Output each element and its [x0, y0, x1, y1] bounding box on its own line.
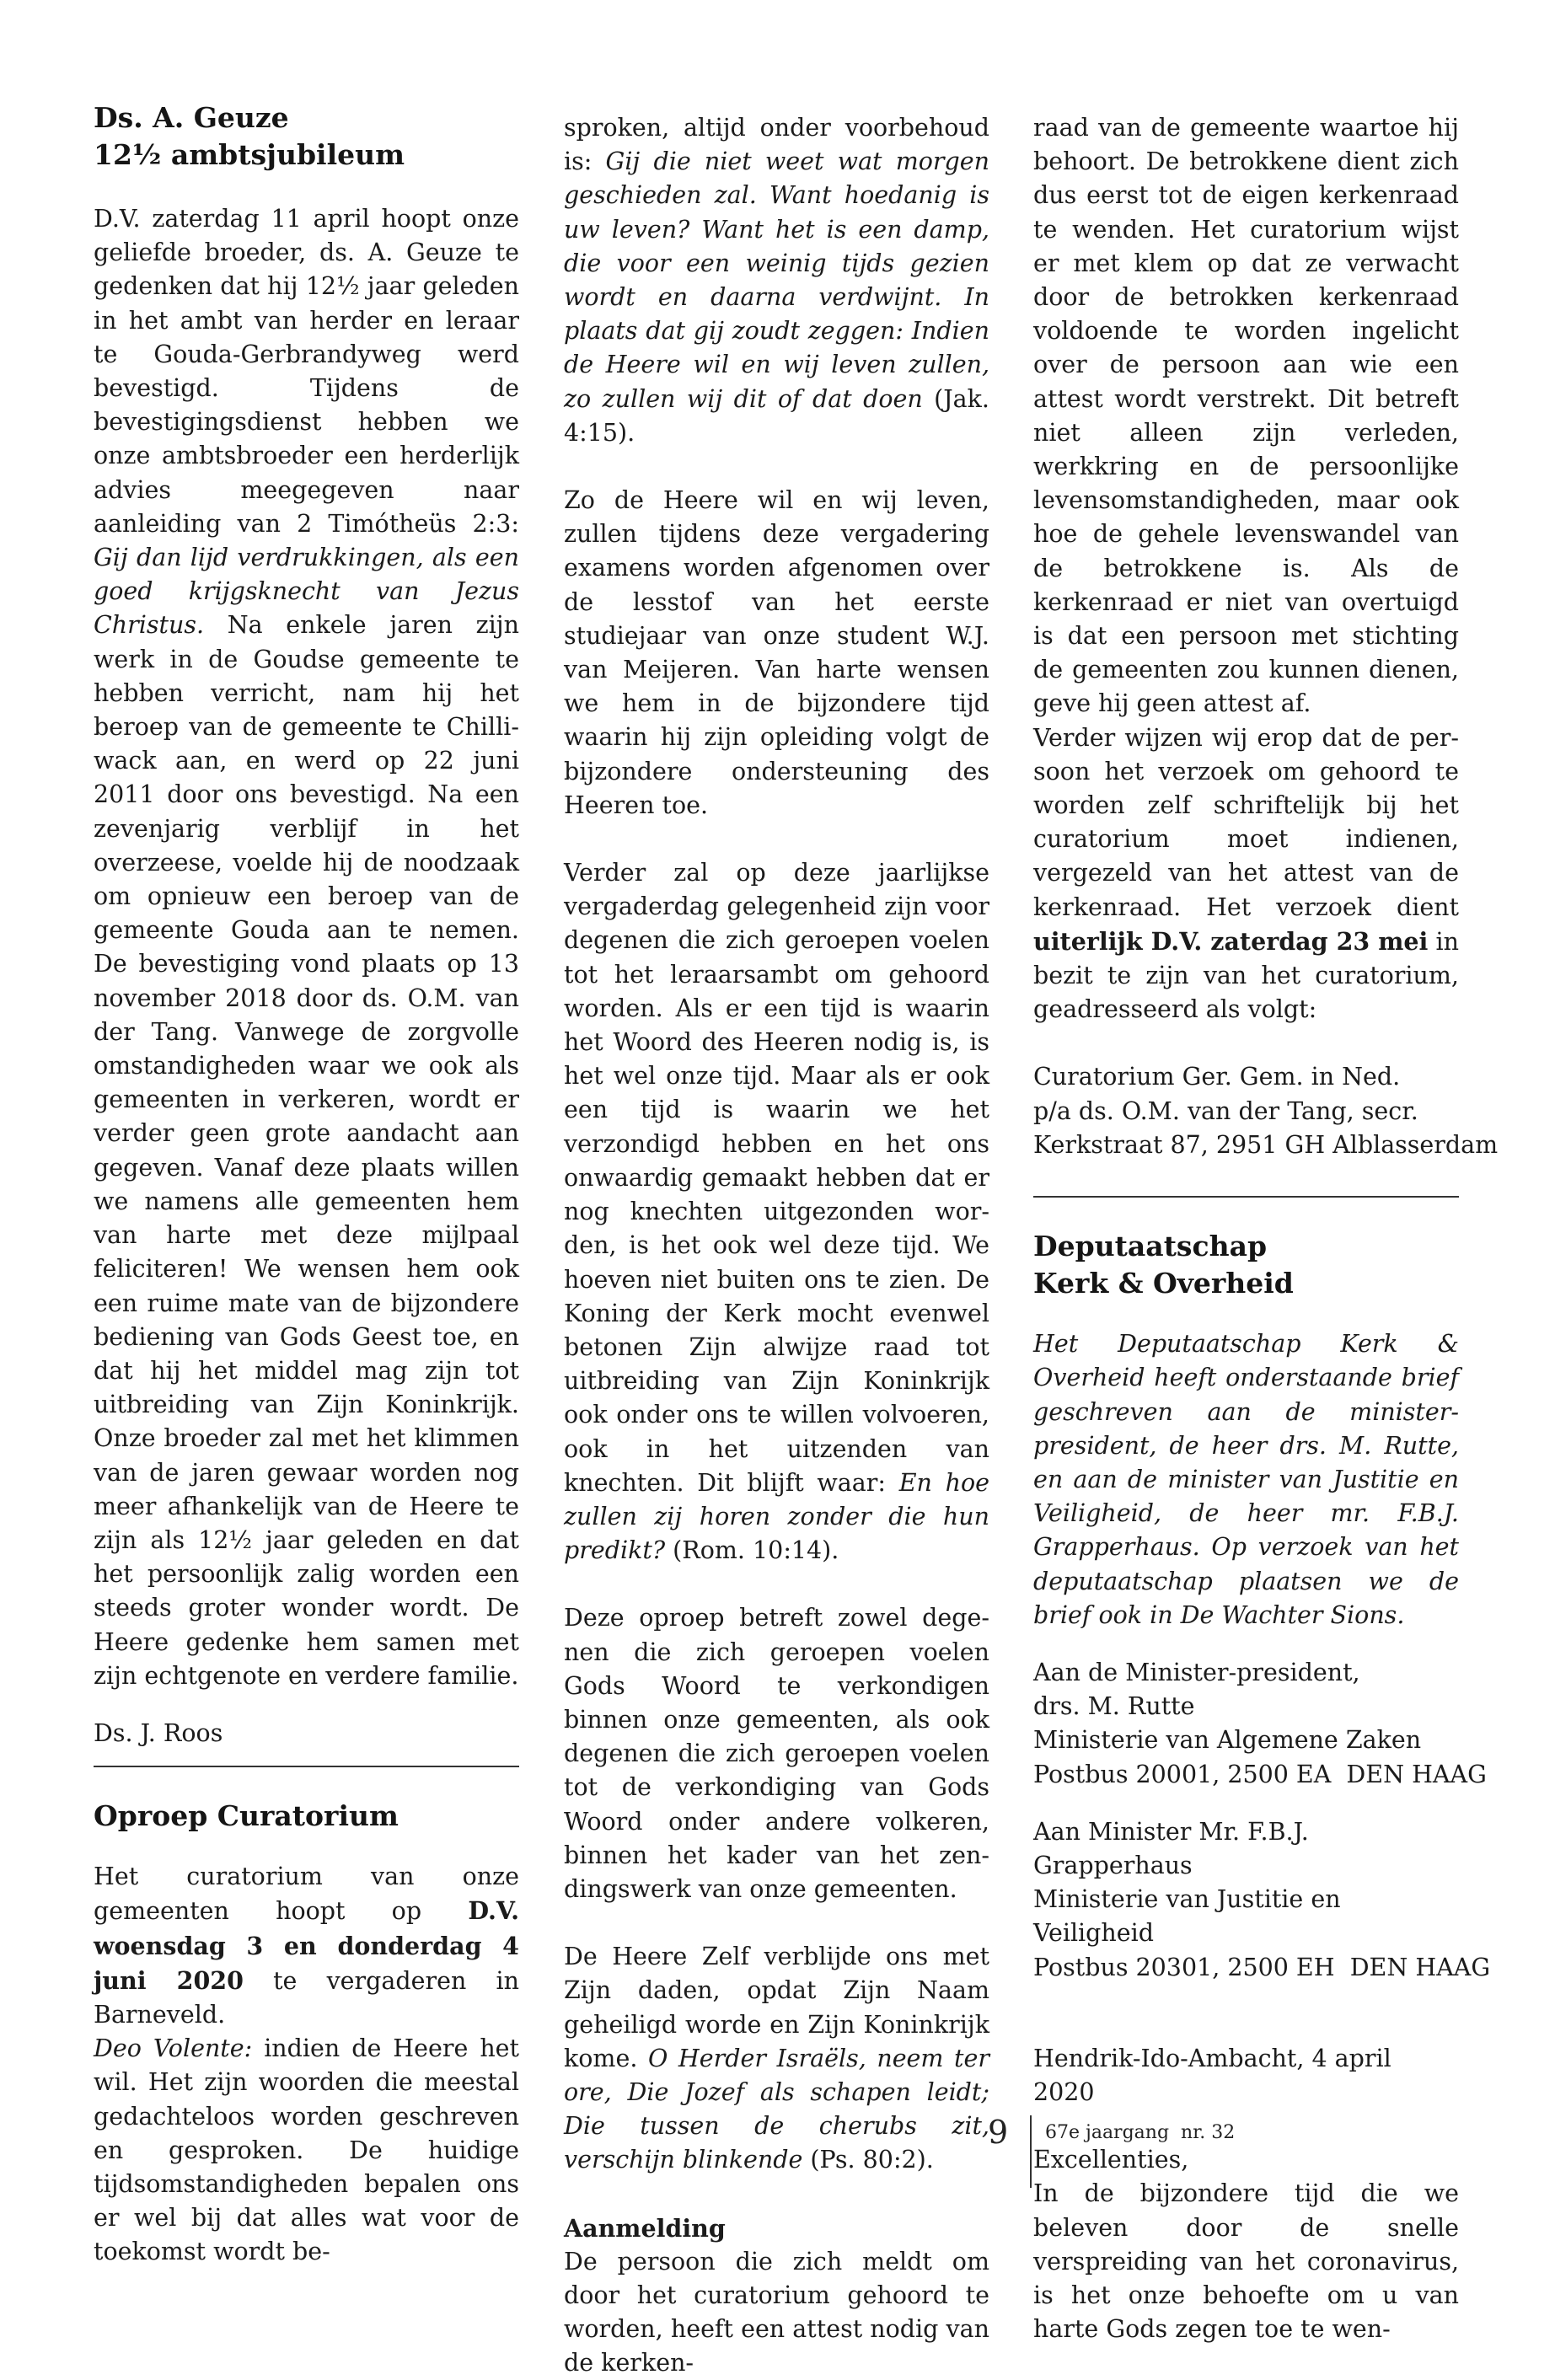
signature: Ds. J. Roos — [94, 1718, 223, 1747]
article-title-line-1: Deputaatschap — [1033, 1230, 1268, 1263]
subheading-aanmelding: Aanmelding — [564, 2213, 726, 2243]
article-title-deputaatschap — [1033, 1228, 1459, 1302]
address-line: Postbus 20001, 2500 EA DEN HAAG — [1033, 1760, 1487, 1788]
address-line: Curatorium Ger. Gem. in Ned. — [1033, 1063, 1401, 1091]
column-2 — [564, 111, 989, 2380]
address-line: Aan Minister Mr. F.B.J. Grapperhaus — [1033, 1817, 1309, 1879]
text-run: Verder wijzen wij erop dat de persoon het verzoek om gehoord te worden zelf schriftelijk bij het curatorium moet indienen, vergezeld van het attest van de kerkenraad. Het verzoek dient — [1033, 723, 1459, 921]
text-run: sproken, altijd onder voorbehoud is: — [564, 114, 989, 176]
text-run: De Heere Zelf verblijde ons met Zijn daden, opdat Zijn Naam geheiligd worde en Zijn Koninkrijk kome. — [564, 1943, 989, 2072]
italic-term: Deo Volente: — [94, 2034, 253, 2063]
article-title-curatorium: Oproep Curatorium — [94, 1799, 399, 1833]
journal-issue: 67e jaargang nr. 32 — [1045, 2122, 1236, 2143]
column-1 — [94, 99, 519, 2270]
article-title-line-2: 12½ ambtsjubileum — [94, 138, 405, 171]
text-run: indien de Heere het wil. Het zijn woorden die meestal gedachteloos worden geschreven en gesproken. De huidige tijdsomstandigheden bepalen ons er wel bij dat alles wat voor de toekomst wordt be- — [94, 2034, 519, 2266]
text-run: in bezit te zijn van het curatorium, geadresseerd als volgt: — [1033, 927, 1459, 1024]
article-paragraph: De persoon die zich meldt om door het curatorium gehoord te worden, heeft een attest nodig van de kerken- — [564, 2247, 989, 2377]
article-paragraph: Deze oproep betreft zowel degenen die zich geroepen voelen Gods Woord te verkondigen binnen onze gemeenten, als ook degenen die zich geroepen voelen tot de verkondiging van Gods Woord onder andere volkeren, binnen het kader van het zendingswerk van onze gemeenten. — [564, 1604, 989, 1903]
text-run: Verder zal op deze jaarlijkse vergaderdag gelegenheid zijn voor degenen die zich geroepen voelen tot het leraarsambt om gehoord worden. Als er een tijd is waarin het Woord des Heeren nodig is, is het wel onze tijd. Maar als er ook een tijd is waarin we het verzondigd hebben en het ons onwaardig gemaakt hebben dat er nog knechten uitgezonden worden, is het ook wel deze tijd. We hoeven niet buiten ons te zien. De Koning der Kerk mocht evenwel betonen Zijn alwijze raad tot uitbreiding van Zijn Koninkrijk ook onder ons te willen volvoeren, ook in het uitzenden van knechten. Dit blijft waar: — [564, 859, 989, 1497]
text-run: te vergaderen in Barneveld. — [94, 1966, 520, 2029]
article-paragraph — [564, 111, 989, 450]
section-divider — [94, 1766, 519, 1767]
section-divider — [1033, 1196, 1459, 1198]
article-paragraph — [1033, 721, 1459, 1027]
article-title-geuze — [94, 99, 519, 174]
bible-quote: Gij die niet weet wat morgen geschieden zal. Want hoedanig is uw leven? Want het is een damp, die voor een weinig tijds gezien wordt en daarna verdwijnt. In plaats dat gij zoudt zeggen: Indien de Heere wil en wij leven zullen, zo zullen wij dit of dat doen — [564, 147, 989, 413]
psalm-quote: O Herder Israëls, neem ter ore, Die Jozef als schapen leidt; Die tussen de cherubs zit, verschijn blinkende — [564, 2044, 989, 2174]
article-paragraph: raad van de gemeente waartoe hij behoort. De betrokkene dient zich dus eerst tot de eigen kerkenraad te wenden. Het curatorium wijst er met klem op dat ze verwacht door de betrokken kerkenraad voldoende te worden ingelicht over de persoon aan wie een attest wordt verstrekt. Dit betreft niet alleen zijn verleden, werkkring en de persoonlijke levensomstandigheden, maar ook hoe de gehele levenswandel van de betrokkene is. Als de kerkenraad er niet van overtuigd is dat een persoon met stichting de gemeenten zou kunnen dienen, geve hij geen attest af. — [1033, 114, 1459, 718]
article-intro: Het Deputaatschap Kerk & Overheid heeft onderstaande brief geschreven aan de minister-president, de heer drs. M. Rutte, en aan de minister van Justitie en Veiligheid, de heer mr. F.B.J. Grapperhaus. Op verzoek van het deputaatschap plaatsen we de brief ook in De Wachter Sions. — [1033, 1330, 1459, 1629]
article-paragraph — [94, 202, 519, 1693]
text-run: D.V. zaterdag 11 april hoopt onze geliefde broeder, ds. A. Geuze te gedenken dat hij 12½ jaar geleden in het ambt van herder en leraar te Gouda-Gerbrandyweg werd bevestigd. Tijdens de bevestigingsdienst hebben we onze ambtsbroeder een herderlijk advies meegegeven naar aanleiding van 2 Timótheüs 2:3: — [94, 205, 519, 538]
article-paragraph: Zo de Heere wil en wij leven, zullen tijdens deze vergadering examens worden afgenomen over de lesstof van het eerste studiejaar van onze student W.J. van Meijeren. Van harte wensen we hem in de bijzondere tijd waarin hij zijn opleiding volgt de bijzondere ondersteuning des Heeren toe. — [564, 486, 989, 819]
footer-separator — [1030, 2115, 1032, 2188]
column-3 — [1033, 111, 1499, 2346]
bible-quote: Gij dan lijd verdrukkingen, als een goed krijgsknecht van Jezus Christus. — [94, 544, 519, 640]
text-run: Na enkele jaren zijn werk in de Goudse gemeente te hebben verricht, nam hij het beroep van de gemeente te Chilliwack aan, en werd op 22 juni 2011 door ons bevestigd. Na een zevenjarig verblijf in het overzeese, voelde hij de noodzaak om opnieuw een beroep van de gemeente Gouda aan te nemen. De bevestiging vond plaats op 13 november 2018 door ds. O.M. van der Tang. Vanwege de zorgvolle omstandigheden waar we ook als gemeenten in verkeren, wordt er verder geen grote aandacht aan gegeven. Vanaf deze plaats willen we namens alle gemeenten hem van harte met deze mijlpaal feliciteren! We wensen hem ook een ruime mate van de bijzondere bediening van Gods Geest toe, en dat hij het middel mag zijn tot uitbreiding van Zijn Koninkrijk. Onze broeder zal met het klimmen van de jaren gewaar worden nog meer afhankelijk van de Heere te zijn als 12½ jaar geleden en dat het persoonlijk zalig worden een steeds groter wonder wordt. De Heere gedenke hem samen met zijn echtgenote en verdere familie. — [94, 611, 519, 1690]
address-line: p/a ds. O.M. van der Tang, secr. — [1033, 1096, 1418, 1125]
address-line: Postbus 20301, 2500 EH DEN HAAG — [1033, 1953, 1491, 1981]
bible-quote: En hoe zullen zij horen zonder die hun predikt? — [564, 1468, 989, 1565]
place-date: Hendrik-Ido-Ambacht, 4 april 2020 — [1033, 2044, 1391, 2106]
recipient-block-2 — [1033, 1815, 1491, 1985]
address-line: Kerkstraat 87, 2951 GH Alblasserdam — [1033, 1130, 1499, 1159]
address-line: Ministerie van Justitie en Veiligheid — [1033, 1885, 1341, 1948]
salutation: Excellenties, — [1033, 2146, 1189, 2174]
bold-deadline: uiterlijk D.V. zaterdag 23 mei — [1033, 926, 1429, 956]
page-number: 9 — [988, 2114, 1009, 2151]
letter-paragraph: In de bijzondere tijd die we beleven door de snelle verspreiding van het coronavirus, is het onze behoefte om u van harte Gods zegen toe te wen- — [1033, 2179, 1459, 2344]
article-title-line-2: Kerk & Overheid — [1033, 1267, 1294, 1300]
article-title-line-1: Ds. A. Geuze — [94, 101, 289, 134]
address-line: drs. M. Rutte — [1033, 1692, 1195, 1721]
article-paragraph — [564, 856, 989, 1568]
bible-reference: (Jak. 4:15). — [564, 384, 989, 447]
text-run: Het curatorium van onze gemeenten hoopt op — [94, 1863, 519, 1926]
recipient-block-1 — [1033, 1656, 1487, 1792]
bible-reference: (Rom. 10:14). — [665, 1536, 839, 1565]
article-paragraph — [94, 1860, 519, 2032]
address-block — [1033, 1060, 1499, 1162]
page-footer — [0, 2114, 1555, 2190]
address-line: Ministerie van Algemene Zaken — [1033, 1726, 1422, 1755]
bible-reference: (Ps. 80:2). — [802, 2146, 934, 2174]
address-line: Aan de Minister-president, — [1033, 1658, 1360, 1686]
bold-date: D.V. woensdag 3 en donderdag 4 juni 2020 — [94, 1896, 519, 1995]
